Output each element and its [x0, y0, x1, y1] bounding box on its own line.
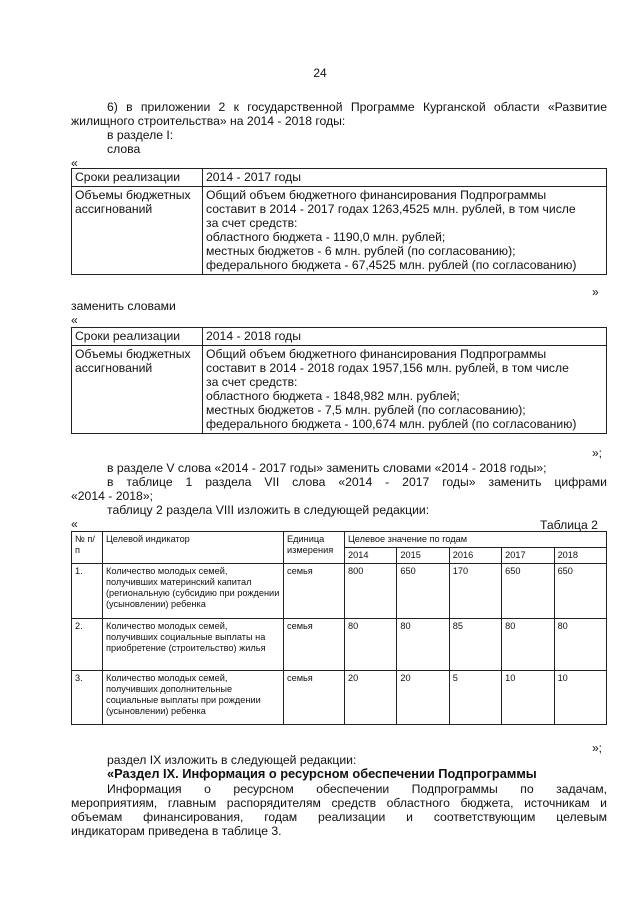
table-row	[72, 564, 607, 619]
row-value: 10	[554, 671, 606, 725]
old-budget-line: составит в 2014 - 2017 годах 1263,4525 млн. рублей, в том числе	[206, 202, 576, 216]
open-quote-2: «	[71, 313, 78, 327]
section9-line4: индикаторам приведена в таблице 3.	[71, 824, 282, 838]
page-number: 24	[313, 66, 327, 80]
row-value: 80	[397, 619, 449, 671]
new-budget-value	[203, 346, 607, 434]
header-number: № п/п	[72, 532, 103, 564]
row-value: 650	[397, 564, 449, 619]
instruction-table1-line2: «2014 - 2018»;	[71, 489, 153, 503]
header-year: 2016	[449, 548, 501, 564]
replace-with-label: заменить словами	[71, 299, 176, 313]
new-budget-line: областного бюджета - 1848,982 млн. рублей;	[206, 389, 460, 403]
new-budget-label: Объемы бюджетных ассигнований	[72, 346, 203, 434]
old-budget-line: местных бюджетов - 6 млн. рублей (по согласованию);	[206, 244, 516, 258]
row-unit: семья	[284, 564, 345, 619]
close-quote-3: »;	[592, 741, 603, 755]
header-unit: Единица измерения	[284, 532, 345, 564]
instruction-table2: таблицу 2 раздела VIII изложить в следующей редакции:	[107, 503, 430, 517]
intro-section: в разделе I:	[107, 128, 174, 142]
open-quote-3: «	[71, 517, 78, 531]
row-value: 10	[502, 671, 554, 725]
old-budget-line: Общий объем бюджетного финансирования Подпрограммы	[206, 188, 547, 202]
old-term-label: Сроки реализации	[72, 169, 203, 187]
table-row	[72, 619, 607, 671]
header-indicator: Целевой индикатор	[103, 532, 284, 564]
new-budget-line: Общий объем бюджетного финансирования Подпрограммы	[206, 347, 547, 361]
old-budget-line: федерального бюджета - 67,4525 млн. рублей (по согласованию)	[206, 258, 577, 272]
header-year: 2018	[554, 548, 606, 564]
old-budget-table	[71, 168, 607, 275]
row-indicator: Количество молодых семей, получивших социальные выплаты на приобретение (строительство) жилья	[103, 619, 284, 671]
row-indicator: Количество молодых семей, получивших материнский капитал (региональную (субсидию при рождении (усыновлении) ребенка	[103, 564, 284, 619]
old-budget-line: за счет средств:	[206, 216, 298, 230]
new-budget-line: федерального бюджета - 100,674 млн. рублей (по согласованию)	[206, 417, 577, 431]
row-value: 20	[345, 671, 397, 725]
old-budget-line: областного бюджета - 1190,0 млн. рублей;	[206, 230, 446, 244]
new-term-label: Сроки реализации	[72, 328, 203, 346]
section9-heading: «Раздел IX. Информация о ресурсном обеспечении Подпрограммы	[107, 766, 537, 781]
intro-line-2: жилищного строительства» на 2014 - 2018 годы:	[71, 114, 346, 128]
indicator-table	[71, 531, 607, 725]
header-year: 2014	[345, 548, 397, 564]
new-budget-line: за счет средств:	[206, 375, 298, 389]
row-number: 2.	[72, 619, 103, 671]
intro-line-1: 6) в приложении 2 к государственной Программе Курганской области «Развитие	[107, 100, 607, 114]
open-quote-1: «	[71, 156, 78, 170]
header-target: Целевое значение по годам	[345, 532, 607, 548]
section9-line2: мероприятиям, главным распорядителям средств областного бюджета, источникам и	[71, 796, 607, 810]
row-value: 5	[449, 671, 501, 725]
old-budget-label: Объемы бюджетных ассигнований	[72, 187, 203, 275]
row-number: 3.	[72, 671, 103, 725]
row-value: 80	[345, 619, 397, 671]
row-value: 80	[554, 619, 606, 671]
section9-line1: Информация о ресурсном обеспечении Подпрограммы по задачам,	[107, 782, 607, 796]
row-value: 80	[502, 619, 554, 671]
row-value: 85	[449, 619, 501, 671]
row-number: 1.	[72, 564, 103, 619]
header-year: 2017	[502, 548, 554, 564]
table-row	[72, 671, 607, 725]
row-value: 20	[397, 671, 449, 725]
table-row	[72, 328, 607, 346]
row-value: 170	[449, 564, 501, 619]
row-indicator: Количество молодых семей, получивших дополнительные социальные выплаты при рождении (усыновлении) ребенка	[103, 671, 284, 725]
new-budget-table	[71, 327, 607, 434]
section9-line3: объемам финансирования, годам реализации и соответствующим целевым	[71, 810, 607, 824]
intro-word: слова	[107, 142, 141, 156]
table-row	[72, 169, 607, 187]
close-quote-1: »	[592, 285, 599, 299]
table-header-row	[72, 532, 607, 548]
table-row	[72, 187, 607, 275]
table2-caption: Таблица 2	[540, 518, 598, 532]
old-term-value: 2014 - 2017 годы	[203, 169, 607, 187]
instruction-section5: в разделе V слова «2014 - 2017 годы» заменить словами «2014 - 2018 годы»;	[107, 461, 547, 475]
section9-instruction: раздел IX изложить в следующей редакции:	[107, 753, 357, 767]
new-budget-line: составит в 2014 - 2018 годах 1957,156 млн. рублей, в том числе	[206, 361, 569, 375]
row-value: 650	[502, 564, 554, 619]
close-quote-2: »;	[592, 446, 603, 460]
new-term-value: 2014 - 2018 годы	[203, 328, 607, 346]
row-unit: семья	[284, 671, 345, 725]
header-year: 2015	[397, 548, 449, 564]
instruction-table1-line1: в таблице 1 раздела VII слова «2014 - 2017 годы» заменить цифрами	[107, 475, 607, 489]
row-unit: семья	[284, 619, 345, 671]
row-value: 800	[345, 564, 397, 619]
new-budget-line: местных бюджетов - 7,5 млн. рублей (по согласованию);	[206, 403, 526, 417]
table-row	[72, 346, 607, 434]
old-budget-value	[203, 187, 607, 275]
row-value: 650	[554, 564, 606, 619]
